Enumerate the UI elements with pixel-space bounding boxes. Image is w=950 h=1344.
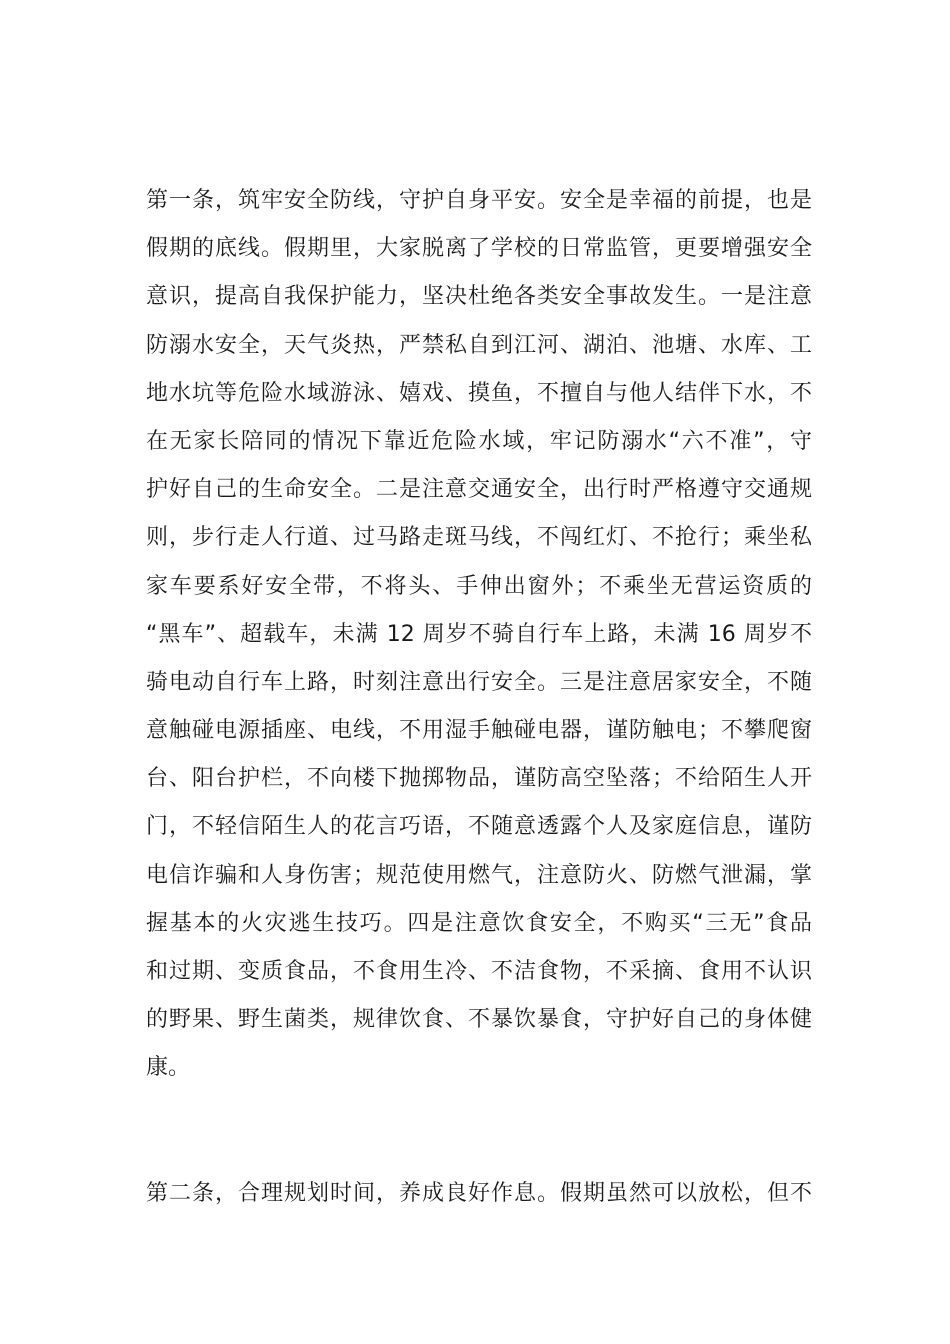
- text-line: 地水坑等危险水域游泳、嬉戏、摸鱼，不擅自与他人结伴下水，不: [146, 380, 812, 406]
- text-line: 台、阳台护栏，不向楼下抛掷物品，谨防高空坠落；不给陌生人开: [146, 766, 812, 792]
- text-line: 在无家长陪同的情况下靠近危险水域，牢记防溺水“六不准”，守: [146, 428, 812, 454]
- paragraph-article-1: [146, 177, 812, 1093]
- text-line: 电信诈骗和人身伤害；规范使用燃气，注意防火、防燃气泄漏，掌: [146, 862, 812, 888]
- text-line: 则，步行走人行道、过马路走斑马线，不闯红灯、不抢行；乘坐私: [146, 525, 812, 551]
- text-line: 防溺水安全，天气炎热，严禁私自到江河、湖泊、池塘、水库、工: [146, 332, 812, 358]
- text-line: 握基本的火灾逃生技巧。四是注意饮食安全，不购买“三无”食品: [146, 910, 812, 936]
- text-line: 第二条，合理规划时间，养成良好作息。假期虽然可以放松，但不: [146, 1181, 812, 1206]
- text-line: 骑电动自行车上路，时刻注意出行安全。三是注意居家安全，不随: [146, 669, 812, 695]
- text-line: 和过期、变质食品，不食用生冷、不洁食物，不采摘、食用不认识: [146, 959, 812, 984]
- text-line: 意识，提高自我保护能力，坚决杜绝各类安全事故发生。一是注意: [146, 284, 812, 310]
- text-line: 第一条，筑牢安全防线，守护自身平安。安全是幸福的前提，也是: [146, 188, 812, 213]
- text-line: 意触碰电源插座、电线，不用湿手触碰电器，谨防触电；不攀爬窗: [146, 718, 812, 744]
- text-line: 康。: [146, 1055, 191, 1081]
- text-line: 门，不轻信陌生人的花言巧语，不随意透露个人及家庭信息，谨防: [146, 814, 812, 840]
- text-line: 护好自己的生命安全。二是注意交通安全，出行时严格遵守交通规: [146, 477, 812, 503]
- text-line: 家车要系好安全带，不将头、手伸出窗外；不乘坐无营运资质的: [146, 573, 812, 599]
- text-line: 假期的底线。假期里，大家脱离了学校的日常监管，更要增强安全: [146, 236, 812, 262]
- text-line: 的野果、野生菌类，规律饮食、不暴饮暴食，守护好自己的身体健: [146, 1007, 812, 1033]
- text-line: “黑车”、超载车，未满 12 周岁不骑自行车上路，未满 16 周岁不: [146, 621, 812, 647]
- paragraph-article-2: [146, 1170, 812, 1218]
